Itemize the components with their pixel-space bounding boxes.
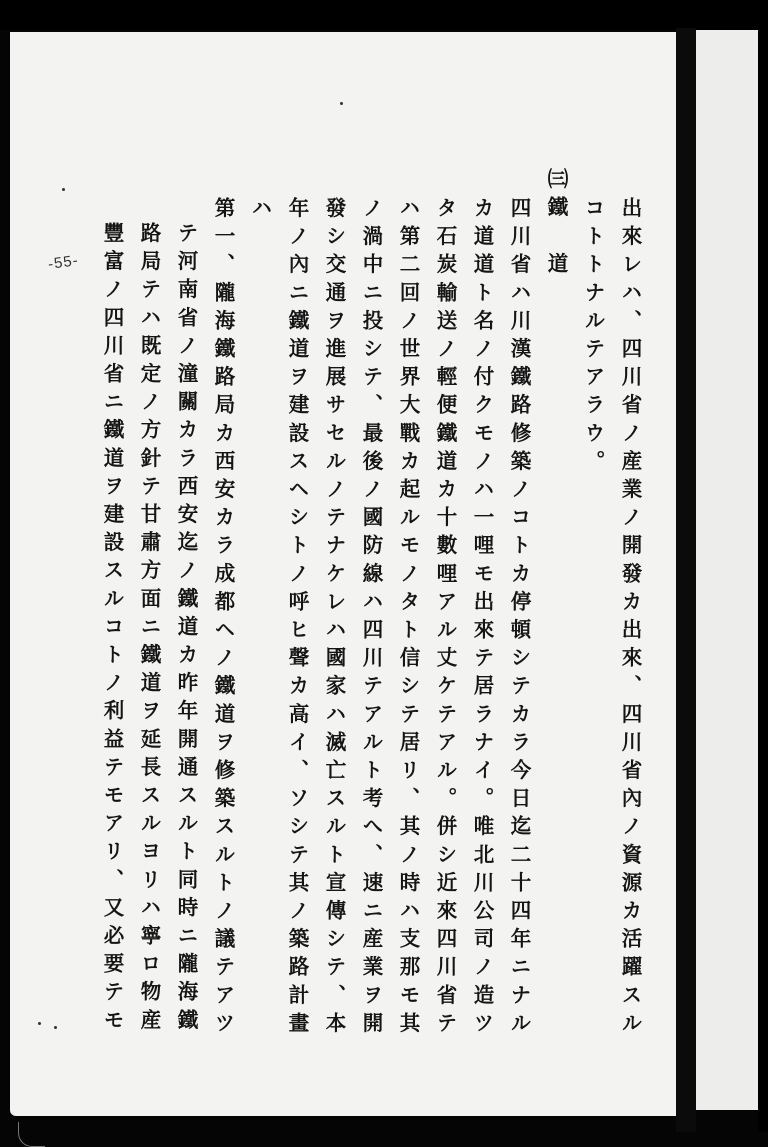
scan-speck (62, 188, 65, 191)
text-column-13: 第一、隴海鐵路局カ西安カラ成都ヘノ鐵道ヲ修築スルトノ議テアツ (211, 197, 235, 1040)
text-column-16: 豐富ノ四川省ニ鐵道ヲ建設スルコトノ利益テモアリ、又必要テモ (100, 222, 124, 1037)
text-column-7: タ石炭輸送ノ輕便鐵道カ十數哩アル丈ケテアル。併シ近來四川省テ (433, 197, 457, 1040)
scan-speck (54, 1026, 57, 1029)
section-heading: ㈢鐵 道 (544, 168, 568, 281)
adjacent-page-edge (696, 30, 758, 1110)
text-column-8: ハ第二回ノ世界大戰カ起ルモノタト信シテ居リ、其ノ時ハ支那モ其 (396, 197, 420, 1040)
text-column-6: カ道道ト名ノ付クモノハ一哩モ出來テ居ラナイ。唯北川公司ノ造ツ (470, 197, 494, 1040)
scan-top-border (0, 0, 768, 30)
scan-right-border (758, 0, 768, 1132)
text-column-9: ノ渦中ニ投シテ、最後ノ國防線ハ四川テアルト考へ、速ニ産業ヲ開 (359, 197, 383, 1040)
text-column-14: テ河南省ノ潼關カラ西安迄ノ鐵道カ昨年開通スルト同時ニ隴海鐵 (174, 222, 198, 1037)
scan-speck (340, 102, 343, 105)
marginal-page-note: -55- (46, 251, 80, 274)
text-column-1: 出來レハ、四川省ノ産業ノ開發カ出來、四川省內ノ資源カ活躍スル (618, 197, 642, 1040)
text-column-5: 四川省ハ川漢鐵路修築ノコトカ停頓シテカラ今日迄二十四年ニナル (507, 197, 531, 1040)
book-spine-shadow (676, 28, 696, 1132)
page-corner-fold (18, 1122, 45, 1147)
text-column-11: 年ノ內ニ鐵道ヲ建設スヘシトノ呼ヒ聲カ高イ、ソシテ其ノ築路計畫 (285, 197, 309, 1040)
scan-speck (38, 1022, 41, 1025)
text-column-2: コトトナルテアラウ。 (581, 197, 605, 478)
text-column-12: ハ (248, 197, 272, 226)
text-column-15: 路局テハ既定ノ方針テ甘肅方面ニ鐵道ヲ延長スルヨリハ寧ロ物産 (137, 222, 161, 1037)
book-page (10, 32, 676, 1116)
text-column-10: 發シ交通ヲ進展サセルノテナケレハ國家ハ滅亡スルト宣傳シテ、本 (322, 197, 346, 1040)
